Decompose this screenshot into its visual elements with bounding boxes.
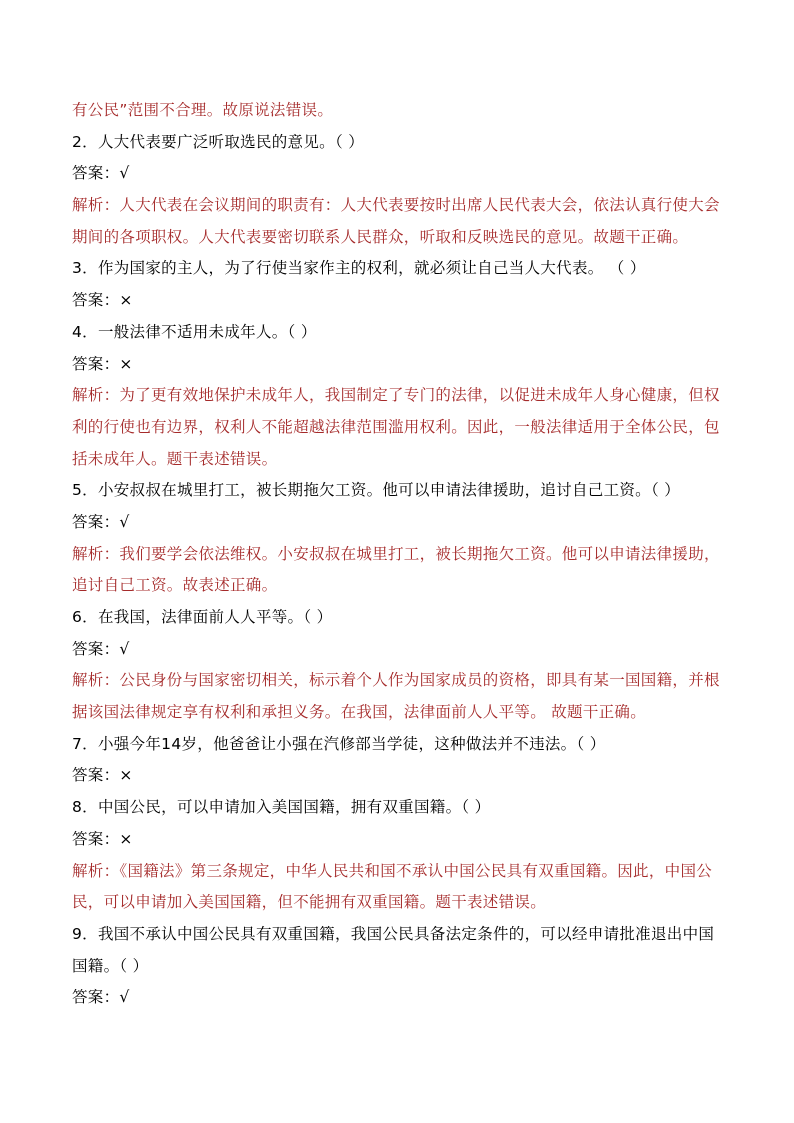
explanation-line: 解析：人大代表在会议期间的职责有：人大代表要按时出席人民代表大会，依法认真行使大会 <box>72 196 720 215</box>
explanation-line: 解析：为了更有效地保护未成年人，我国制定了专门的法律，以促进未成年人身心健康，但权 <box>72 386 720 405</box>
question-line: 6．在我国，法律面前人人平等。（ ） <box>72 608 333 626</box>
question-line: 4．一般法律不适用未成年人。（ ） <box>72 322 317 341</box>
text-line: 国籍。（ ） <box>72 956 149 975</box>
text-line: 民，可以申请加入美国国籍，但不能拥有双重国籍。题干表述错误。 <box>72 893 547 912</box>
text-line: 括未成年人。题干表述错误。 <box>72 449 278 468</box>
answer-line: 答案：√ <box>72 164 130 183</box>
text-line: 利的行使也有边界，权利人不能超越法律范围滥用权利。因此，一般法律适用于全体公民，包 <box>72 417 720 436</box>
question-line: 8．中国公民，可以申请加入美国国籍，拥有双重国籍。（ ） <box>72 798 491 817</box>
answer-line: 答案：× <box>72 829 133 848</box>
question-line: 2．人大代表要广泛听取选民的意见。（ ） <box>72 132 365 151</box>
answer-line: 答案：× <box>72 354 133 373</box>
explanation-line: 解析：我们要学会依法维权。小安叔叔在城里打工，被长期拖欠工资。他可以申请法律援助， <box>72 544 720 563</box>
question-line: 7．小强今年14岁，他爸爸让小强在汽修部当学徒，这种做法并不违法。（ ） <box>72 734 606 753</box>
text-line: 据该国法律规定享有权利和承担义务。在我国，法律面前人人平等。 故题干正确。 <box>72 703 647 722</box>
answer-line: 答案：× <box>72 291 133 310</box>
answer-line: 答案：√ <box>72 512 130 531</box>
question-line: 9．我国不承认中国公民具有双重国籍，我国公民具备法定条件的，可以经申请批准退出中国 <box>72 924 715 943</box>
question-line: 5．小安叔叔在城里打工，被长期拖欠工资。他可以申请法律援助，追讨自己工资。（ ） <box>72 481 681 500</box>
answer-line: 答案：√ <box>72 639 130 658</box>
explanation-line: 解析：《国籍法》第三条规定，中华人民共和国不承认中国公民具有双重国籍。因此，中国公 <box>72 861 713 880</box>
explanation-line: 解析：公民身份与国家密切相关，标示着个人作为国家成员的资格，即具有某一国国籍，并根 <box>72 671 720 690</box>
answer-line: 答案：√ <box>72 988 130 1007</box>
question-line: 3．作为国家的主人，为了行使当家作主的权利，就必须让自己当人大代表。 （ ） <box>72 259 646 278</box>
document-page <box>72 95 724 1014</box>
text-line: 有公民”范围不合理。故原说法错误。 <box>72 101 334 119</box>
answer-line: 答案：× <box>72 766 133 785</box>
text-line: 期间的各项职权。人大代表要密切联系人民群众，听取和反映选民的意见。故题干正确。 <box>72 227 689 246</box>
text-line: 追讨自己工资。故表述正确。 <box>72 576 278 595</box>
